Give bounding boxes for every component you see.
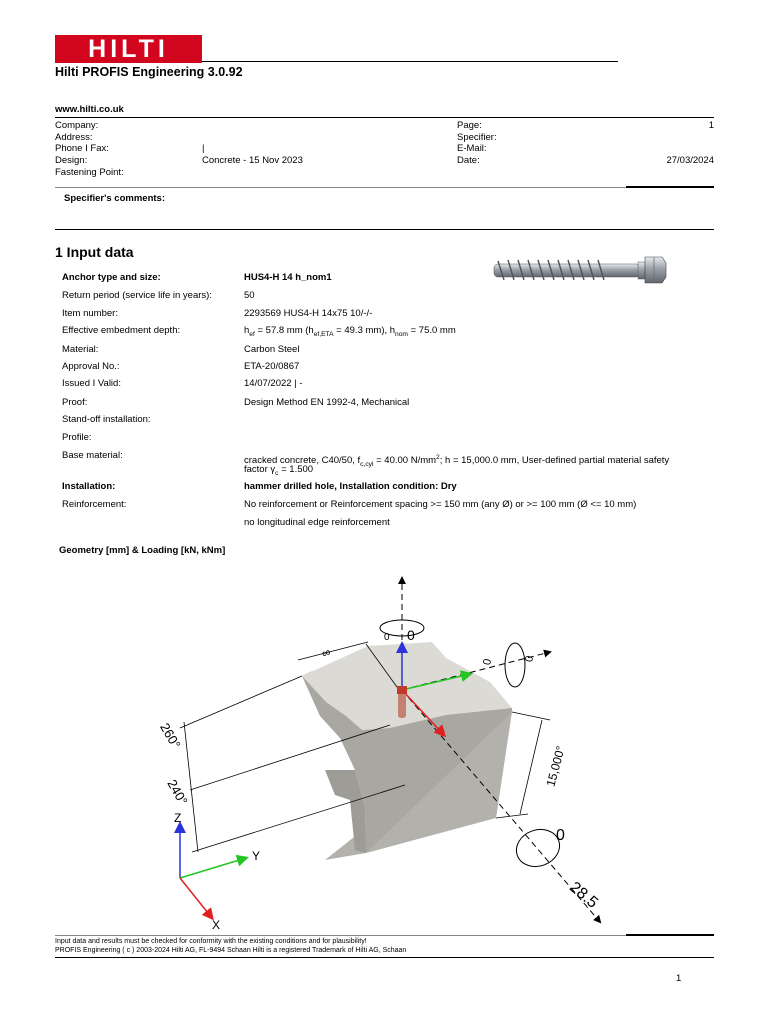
header-bottom-rule	[626, 186, 714, 188]
row-value-edge-reinforcement: no longitudinal edge reinforcement	[244, 517, 390, 528]
address-label: Address:	[55, 132, 93, 143]
specifier-label: Specifier:	[457, 132, 497, 143]
header-top-rule	[55, 117, 714, 118]
row-value-base-material-line2	[244, 464, 313, 480]
embedment-part: h	[244, 325, 250, 336]
global-y-axis	[180, 858, 246, 878]
dim-line	[512, 712, 550, 720]
row-label-profile: Profile:	[62, 432, 92, 443]
axis-z-label: Z	[174, 811, 182, 825]
base-material-part: cracked concrete, C40/50, f	[244, 455, 361, 467]
fastening-point-label: Fastening Point:	[55, 167, 124, 178]
base-material-sub: c,cyl	[360, 461, 374, 469]
comments-rule	[55, 229, 714, 230]
anchor-body	[398, 690, 406, 718]
bottom-moment-label: 0	[556, 827, 565, 844]
row-label-item-number: Item number:	[62, 308, 118, 319]
base-material-sub: c	[275, 469, 279, 477]
dim-260-label: 260°	[157, 720, 184, 752]
embedment-sub: ef	[249, 330, 255, 338]
header-bottom-thin-rule	[55, 187, 626, 188]
row-label-material: Material:	[62, 344, 99, 355]
anchor-head	[397, 686, 407, 694]
row-value-embedment-depth	[244, 325, 456, 341]
dim-240-label: 240°	[164, 776, 191, 808]
embedment-sub: ef,ETA	[313, 330, 334, 338]
embedment-part: = 57.8 mm (h	[254, 325, 314, 336]
base-material-sup: 2	[436, 454, 440, 461]
page-number: 1	[676, 973, 682, 984]
hilti-logo	[55, 35, 202, 63]
embedment-part: = 75.0 mm	[407, 325, 456, 336]
base-material-part: = 40.00 N/mm	[373, 455, 437, 467]
design-label: Design:	[55, 155, 88, 166]
row-label-approval: Approval No.:	[62, 361, 120, 372]
row-label-anchor-type: Anchor type and size:	[62, 272, 161, 283]
base-material-part: factor γ	[244, 464, 276, 475]
design-value: Concrete - 15 Nov 2023	[202, 155, 303, 166]
row-value-reinforcement: No reinforcement or Reinforcement spacing >= 150 mm (any Ø) or >= 100 mm (Ø <= 10 mm)	[244, 499, 637, 510]
row-label-embedment-depth: Effective embedment depth:	[62, 325, 181, 336]
header-rule	[202, 61, 618, 62]
geometry-title: Geometry [mm] & Loading [kN, kNm]	[59, 545, 226, 556]
embedment-sub: nom	[395, 330, 408, 338]
page-value: 1	[708, 120, 714, 131]
footer-thin-rule	[55, 935, 626, 936]
row-value-item-number: 2293569 HUS4-H 14x75 10/-/-	[244, 308, 373, 319]
company-label: Company:	[55, 120, 99, 131]
row-label-return-period: Return period (service life in years):	[62, 290, 212, 301]
page-label: Page:	[457, 120, 482, 131]
app-title: Hilti PROFIS Engineering 3.0.92	[55, 65, 243, 79]
footer-bottom-rule	[55, 957, 714, 958]
row-value-anchor-type: HUS4-H 14 h_nom1	[244, 272, 332, 283]
row-label-standoff: Stand-off installation:	[62, 414, 151, 425]
base-material-part: = 1.500	[278, 464, 314, 475]
row-label-issued-valid: Issued I Valid:	[62, 378, 121, 389]
footer-top-rule	[626, 934, 714, 936]
phone-fax-label: Phone I Fax:	[55, 143, 109, 154]
row-label-proof: Proof:	[62, 397, 88, 408]
footer-copyright: PROFIS Engineering ( c ) 2003-2024 Hilti AG, FL-9494 Schaan Hilti is a registered Trademark of Hilti AG, Schaan	[55, 947, 407, 954]
right-load-label: 0	[523, 654, 537, 663]
row-label-installation: Installation:	[62, 481, 116, 492]
dim-line	[180, 676, 302, 728]
row-value-approval: ETA-20/0867	[244, 361, 300, 372]
axis-x-label: X	[212, 918, 221, 932]
embedment-part: = 49.3 mm), h	[333, 325, 396, 336]
dim-15000-label: 15,000°	[543, 744, 568, 789]
footer-disclaimer: Input data and results must be checked for conformity with the existing conditions and for plausibility!	[55, 938, 367, 945]
phone-fax-value: |	[202, 143, 205, 154]
email-label: E-Mail:	[457, 143, 487, 154]
anchor-image	[488, 253, 698, 287]
row-value-return-period: 50	[244, 290, 255, 301]
row-label-reinforcement: Reinforcement:	[62, 499, 127, 510]
logo-text: HILTI	[88, 35, 169, 63]
top-moment-label: 0	[407, 627, 415, 643]
date-value: 27/03/2024	[666, 155, 714, 166]
row-label-base-material: Base material:	[62, 450, 123, 461]
date-label: Date:	[457, 155, 480, 166]
top-load-label: 0	[384, 632, 390, 643]
geometry-diagram	[150, 560, 620, 932]
right-moment-label: 0	[481, 657, 495, 666]
global-x-axis	[180, 878, 212, 918]
specifier-comments-label: Specifier's comments:	[64, 193, 165, 204]
moment-circle-right	[505, 643, 525, 687]
axis-y-label: Y	[252, 849, 261, 863]
row-value-proof: Design Method EN 1992-4, Mechanical	[244, 397, 410, 408]
dim-line	[520, 720, 542, 814]
website: www.hilti.co.uk	[55, 104, 124, 115]
section-title: 1 Input data	[55, 244, 134, 260]
dim-line	[496, 814, 528, 818]
row-value-installation: hammer drilled hole, Installation condition: Dry	[244, 481, 457, 492]
dim-line	[184, 722, 198, 852]
row-value-issued-valid: 14/07/2022 | -	[244, 378, 303, 389]
base-material-part: ; h = 15,000.0 mm, User-defined partial material safety	[439, 455, 670, 467]
dim-inf-label: ∞	[319, 644, 333, 661]
row-value-material: Carbon Steel	[244, 344, 300, 355]
bottom-load-label: 28.5	[566, 878, 601, 912]
